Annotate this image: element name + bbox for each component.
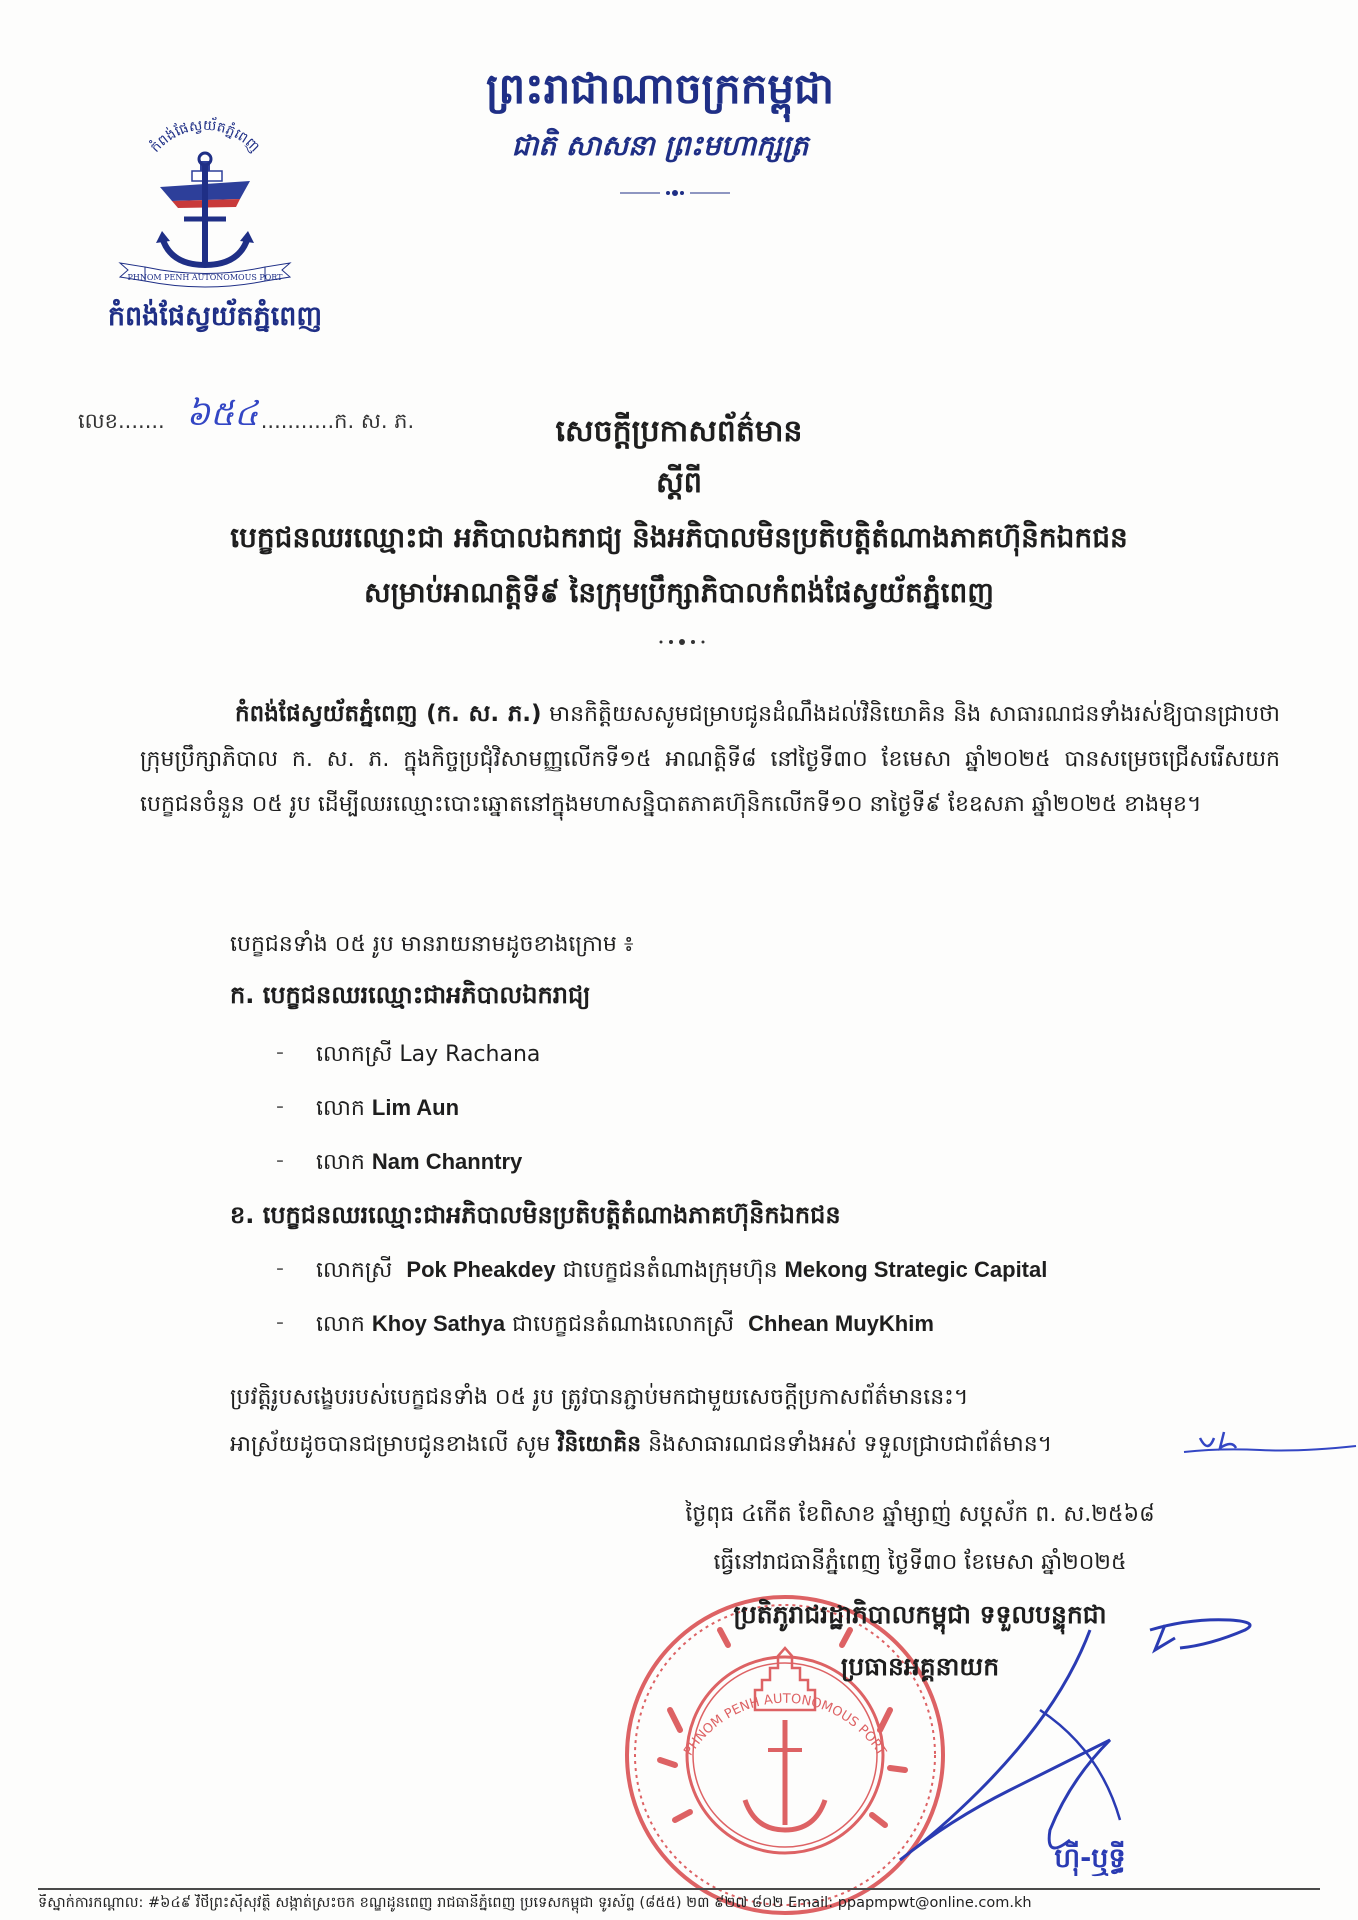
candidate-representation: ជាបេក្ខជនតំណាងក្រុមហ៊ុន	[562, 1258, 778, 1283]
place-and-date: ធ្វើនៅរាជធានីភ្នំពេញ ថ្ងៃទី៣០ ខែមេសា ឆ្នាំ២០២៥	[713, 1550, 1127, 1575]
header-ornament	[620, 188, 730, 198]
candidate-name: Pok Pheakdey	[406, 1257, 556, 1282]
reference-number: ៦៥៤	[186, 394, 259, 434]
represented-party: Chhean MuyKhim	[748, 1311, 934, 1336]
candidate-title: លោកស្រី	[316, 1042, 393, 1067]
candidate-name: Lim Aun	[371, 1095, 460, 1120]
list-dash: -	[276, 1040, 284, 1065]
represented-party: Mekong Strategic Capital	[784, 1257, 1048, 1282]
handwritten-signature	[650, 1590, 1280, 1890]
closing-line-2	[230, 1430, 1052, 1462]
signer-role: ប្រធានអគ្គនាយក	[840, 1652, 1000, 1681]
closing-line-1: ប្រវត្តិរូបសង្ខេបរបស់បេក្ខជនទាំង ០៥ រូប ត្រូវបានភ្ជាប់មកជាមួយសេចក្តីប្រកាសព័ត៌មាននេះ។	[230, 1385, 969, 1410]
candidate-name: Nam Channtry	[371, 1149, 523, 1174]
list-dash: -	[276, 1094, 284, 1119]
logo-ribbon-text: PHNOM PENH AUTONOMOUS PORT	[127, 273, 283, 282]
footer-address: ទីស្នាក់ការកណ្តាល: #៦៤៩ វិថីព្រះស៊ីសុវត្ថិ សង្កាត់ស្រះចក ខណ្ឌដូនពេញ រាជធានីភ្នំពេញ ប្រទេសកម្ពុជា ទូរស័ព្ទ (៨៥៥) ២៣ ៩២៧ ៨០២ Email: ppapmpwt@online.com.kh	[38, 1895, 1032, 1911]
kingdom-heading: ព្រះរាជាណាចក្រកម្ពុជា	[485, 64, 835, 113]
seal-text: PHNOM PENH AUTONOMOUS PORT	[681, 1691, 889, 1759]
candidate-title: លោក	[316, 1312, 365, 1337]
signer-name: ហ៊ី-ឬទ្ធី	[1054, 1843, 1126, 1874]
reference-label: លេខ.......	[78, 409, 165, 433]
document-title: សេចក្តីប្រកាសព័ត៌មាន	[555, 414, 803, 449]
list-dash: -	[276, 1310, 284, 1335]
candidate-name: Lay Rachana	[399, 1042, 541, 1067]
list-dash: -	[276, 1148, 284, 1173]
document-subject-line-1: បេក្ខជនឈរឈ្មោះជា អភិបាលឯករាជ្យ និងអភិបាលមិនប្រតិបត្តិតំណាងភាគហ៊ុនិកឯកជន	[230, 521, 1128, 554]
organization-name: កំពង់ផែស្វយ័តភ្នំពេញ	[107, 301, 323, 332]
logo-arc-text: កំពង់ផែស្វយ័តភ្នំពេញ	[147, 117, 263, 156]
lunar-date: ថ្ងៃពុធ ៤កើត ខែពិសាខ ឆ្នាំម្សាញ់ សប្តស័ក ព. ស.២៥៦៨	[685, 1502, 1155, 1527]
section-a-heading: ក. បេក្ខជនឈរឈ្មោះជាអភិបាលឯករាជ្យ	[230, 981, 591, 1009]
initials-mark	[1180, 1418, 1358, 1468]
national-motto: ជាតិ សាសនា ព្រះមហាក្សត្រ	[511, 129, 809, 162]
candidate-representation: ជាបេក្ខជនតំណាងលោកស្រី	[512, 1312, 735, 1337]
closing-bold: វិនិយោគិន	[557, 1432, 642, 1457]
list-dash: -	[276, 1256, 284, 1281]
closing-post: និងសាធារណជនទាំងអស់ ទទួលជ្រាបជាព័ត៌មាន។	[641, 1432, 1053, 1457]
signer-title: ប្រតិភូរាជរដ្ឋាភិបាលកម្ពុជា ទទួលបន្ទុកជា	[733, 1600, 1107, 1629]
intro-paragraph	[140, 692, 1280, 827]
candidate-title: លោកស្រី	[316, 1258, 393, 1283]
candidate-title: លោក	[316, 1096, 365, 1121]
intro-text: មានកិត្តិយសសូមជម្រាបជូនដំណឹងដល់វិនិយោគិន និង សាធារណជនទាំងរស់ឱ្យបានជ្រាបថា ក្រុមប្រឹក្សាភិបាល ក. ស. ភ. ក្នុងកិច្ចប្រជុំវិសាមញ្ញលើកទី១៥ អាណត្តិទី៨ នៅថ្ងៃទី៣០ ខែមេសា ឆ្នាំ២០២៥ បានសម្រេចជ្រើសរើសយកបេក្ខជនចំនួន ០៥ រូប ដើម្បីឈរឈ្មោះបោះឆ្នោតនៅក្នុងមហាសន្និបាតភាគហ៊ុនិកលើកទី១០ នាថ្ងៃទី៩ ខែឧសភា ឆ្នាំ២០២៥ ខាងមុខ។	[140, 702, 1280, 817]
candidate-title: លោក	[316, 1150, 365, 1175]
candidates-lead: បេក្ខជនទាំង ០៥ រូប មានរាយនាមដូចខាងក្រោម ៖	[230, 932, 634, 957]
reference-suffix: ...........ក. ស. ភ.	[260, 409, 415, 433]
closing-pre: អាស្រ័យដូចបានជម្រាបជូនខាងលើ សូម	[230, 1432, 558, 1457]
candidate-name: Khoy Sathya	[371, 1311, 506, 1336]
intro-organization: កំពង់ផែស្វយ័តភ្នំពេញ (ក. ស. ភ.)	[235, 701, 542, 727]
port-logo	[100, 115, 310, 290]
footer-divider	[38, 1888, 1320, 1890]
document-subject-label: ស្តីពី	[655, 465, 703, 499]
section-b-heading: ខ. បេក្ខជនឈរឈ្មោះជាអភិបាលមិនប្រតិបត្តិតំណាងភាគហ៊ុនិកឯកជន	[230, 1201, 841, 1229]
document-subject-line-2: សម្រាប់អាណត្តិទី៩ នៃក្រុមប្រឹក្សាភិបាលកំពង់ផែស្វយ័តភ្នំពេញ	[364, 576, 994, 609]
title-ornament	[655, 638, 709, 646]
